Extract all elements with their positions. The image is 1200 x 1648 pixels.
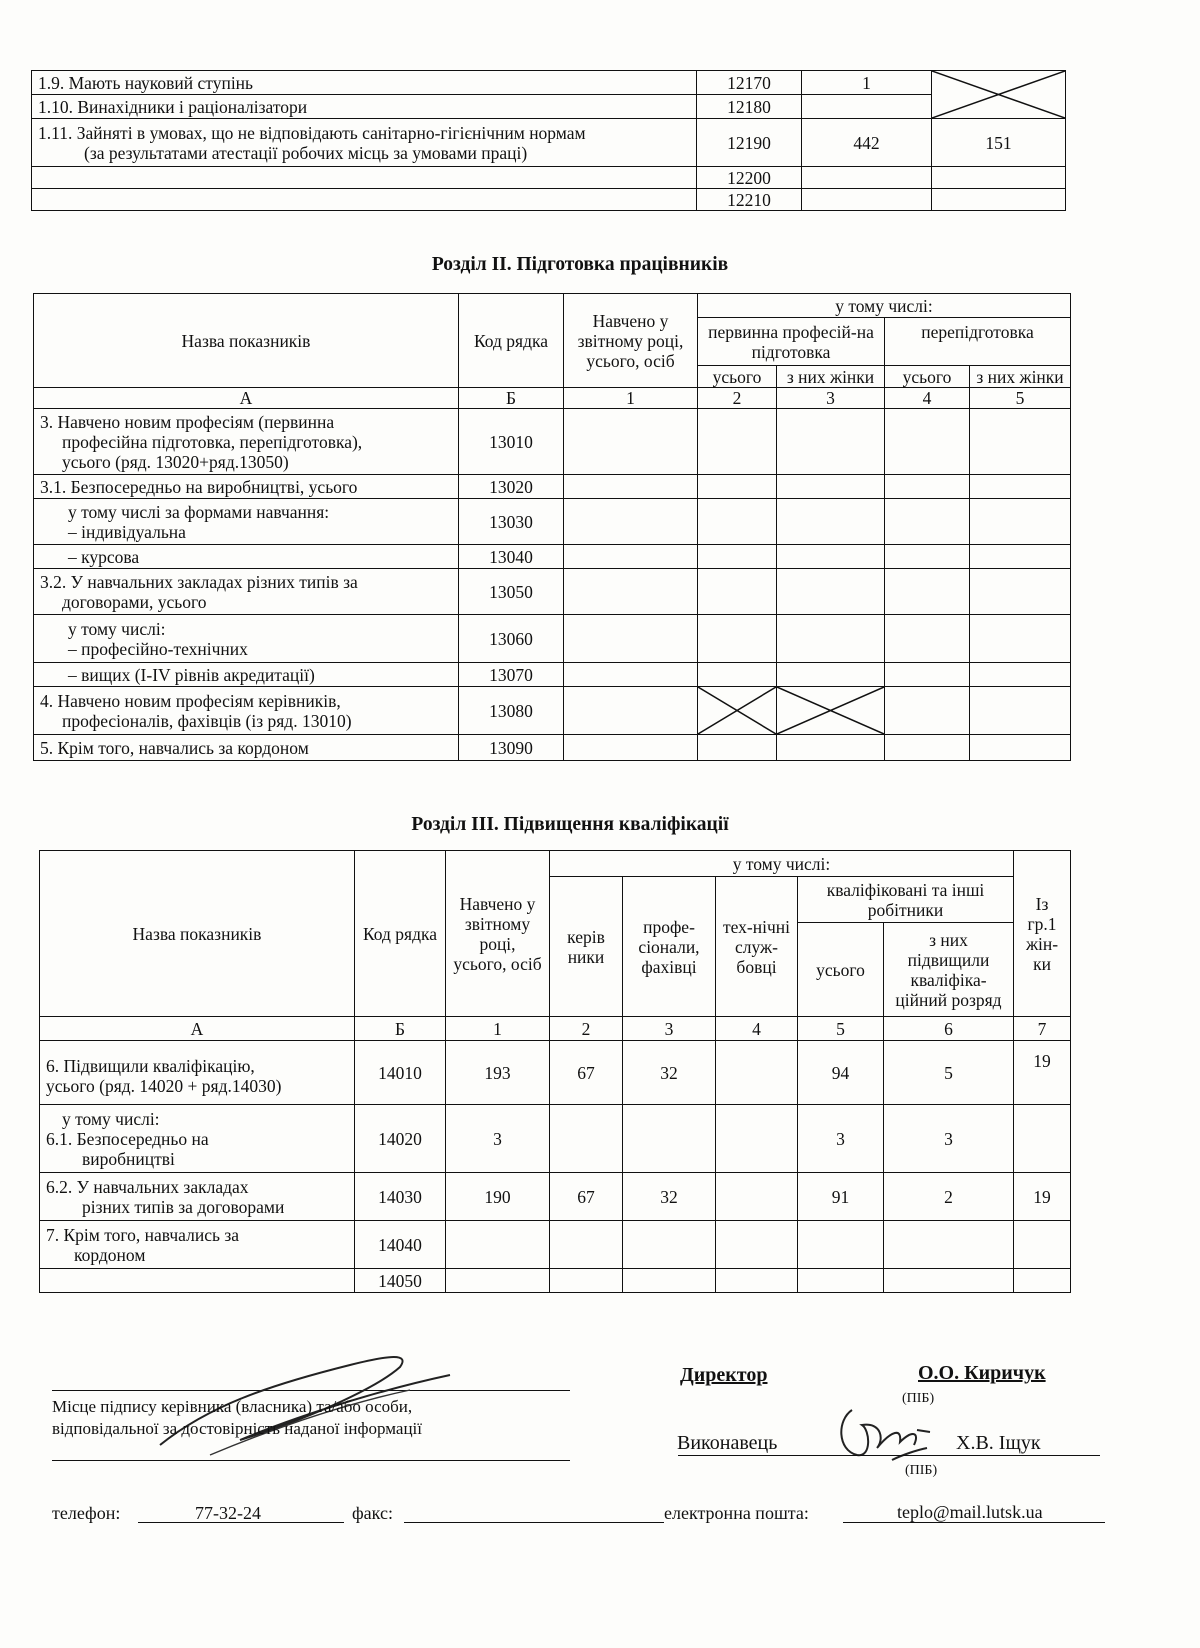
cell-value <box>446 1221 550 1269</box>
table-row <box>32 167 1066 189</box>
section-3-title: Розділ ІІІ. Підвищення кваліфікації <box>411 814 729 835</box>
cell-value <box>550 1269 623 1293</box>
cell-value <box>564 735 698 761</box>
row-label <box>34 409 459 475</box>
cell-value <box>1014 1105 1071 1173</box>
cell-value: 67 <box>550 1041 623 1105</box>
row-label-line: – індивідуальна <box>68 521 186 542</box>
row-code: 13040 <box>459 545 564 569</box>
table-employees-continued <box>31 70 1066 211</box>
col-number: 6 <box>884 1017 1014 1041</box>
cell-value: 190 <box>446 1173 550 1221</box>
cell-value <box>777 569 885 615</box>
cell-value <box>564 475 698 499</box>
row-code: 13070 <box>459 663 564 687</box>
table-row <box>32 95 1066 119</box>
row-label-line: 1.11. Зайняті в умовах, що не відповідають санітарно-гігієнічним нормам <box>38 122 586 143</box>
row-label <box>34 569 459 615</box>
row-code: 12180 <box>697 95 802 119</box>
row-label: 3.1. Безпосередньо на виробництві, усього <box>34 475 459 499</box>
col-number: Б <box>459 388 564 409</box>
row-label <box>34 687 459 735</box>
table-section-2 <box>33 293 1071 761</box>
email-label: електронна пошта: <box>664 1503 809 1523</box>
column-numbers-row <box>34 388 1071 409</box>
cell-value <box>970 735 1071 761</box>
header-managers: керів ники <box>550 877 623 1017</box>
row-code: 14030 <box>355 1173 446 1221</box>
cell-value: 3 <box>798 1105 884 1173</box>
header-retraining: перепідготовка <box>885 318 1071 366</box>
cell-value: 442 <box>802 119 932 167</box>
header-women: з них жінки <box>777 366 885 388</box>
cell-value <box>970 409 1071 475</box>
table-row <box>32 119 1066 167</box>
header-including: у тому числі: <box>698 294 1071 318</box>
cell-value <box>802 189 932 211</box>
cell-value <box>564 687 698 735</box>
row-label <box>34 615 459 663</box>
cell-value <box>698 409 777 475</box>
row-code: 12170 <box>697 71 802 95</box>
table-row <box>34 663 1071 687</box>
col-number: 5 <box>798 1017 884 1041</box>
row-code: 12200 <box>697 167 802 189</box>
cell-value <box>970 615 1071 663</box>
cell-value <box>623 1269 716 1293</box>
cell-value <box>970 499 1071 545</box>
cell-value <box>777 545 885 569</box>
cell-value: 5 <box>884 1041 1014 1105</box>
cell-value <box>716 1269 798 1293</box>
cell-value <box>623 1221 716 1269</box>
col-number: 5 <box>970 388 1071 409</box>
table-row <box>34 545 1071 569</box>
header-primary-training: первинна професій-на підготовка <box>698 318 885 366</box>
crossed-cell <box>698 687 777 735</box>
cell-value <box>884 1269 1014 1293</box>
header-including: у тому числі: <box>550 851 1014 877</box>
table-row <box>34 735 1071 761</box>
col-number: 4 <box>885 388 970 409</box>
cell-value: 67 <box>550 1173 623 1221</box>
table-row <box>34 569 1071 615</box>
director-label: Директор <box>680 1364 768 1386</box>
row-label: 1.9. Мають науковий ступінь <box>32 71 697 95</box>
row-label-line: виробництві <box>82 1148 175 1169</box>
row-label <box>40 1221 355 1269</box>
cell-value <box>970 475 1071 499</box>
cell-value <box>777 615 885 663</box>
cell-value <box>798 1269 884 1293</box>
header-code: Код рядка <box>355 851 446 1017</box>
cell-value <box>932 167 1066 189</box>
col-number: 2 <box>698 388 777 409</box>
cell-value <box>884 1221 1014 1269</box>
cell-value <box>550 1105 623 1173</box>
row-code: 12190 <box>697 119 802 167</box>
cell-value <box>698 735 777 761</box>
signature-line <box>52 1460 570 1461</box>
row-label-line: 6.1. Безпосередньо на <box>46 1128 209 1149</box>
cell-value <box>564 663 698 687</box>
col-number: Б <box>355 1017 446 1041</box>
row-label: 1.10. Винахідники і раціоналізатори <box>32 95 697 119</box>
table-row <box>34 409 1071 475</box>
header-women: Із гр.1 жін-ки <box>1014 851 1071 1017</box>
cell-value <box>716 1105 798 1173</box>
col-number: 1 <box>446 1017 550 1041</box>
row-label-line: 3. Навчено новим професіям (первинна <box>40 411 335 432</box>
cell-value: 19 <box>1014 1173 1071 1221</box>
cell-value <box>698 499 777 545</box>
header-trained: Навчено у звітному році, усього, осіб <box>446 851 550 1017</box>
row-label-line: 6. Підвищили кваліфікацію, <box>46 1055 255 1076</box>
cell-value <box>802 167 932 189</box>
col-number: 4 <box>716 1017 798 1041</box>
row-label-line: 3.2. У навчальних закладах різних типів за <box>40 571 358 592</box>
cell-value <box>1014 1221 1071 1269</box>
cell-value <box>970 569 1071 615</box>
crossed-cell <box>932 71 1066 119</box>
header-code: Код рядка <box>459 294 564 388</box>
sign-place-line: Місце підпису керівника (власника) та/або особи, <box>52 1397 413 1416</box>
row-label <box>40 1269 355 1293</box>
section-2-title: Розділ ІІ. Підготовка працівників <box>431 254 729 275</box>
cell-value <box>564 545 698 569</box>
row-label-line: у тому числі: <box>62 1108 160 1129</box>
row-label-line: у тому числі: <box>68 618 166 639</box>
row-code: 14010 <box>355 1041 446 1105</box>
cell-value <box>777 499 885 545</box>
header-professionals: профе-сіонали, фахівці <box>623 877 716 1017</box>
cell-value <box>698 569 777 615</box>
table-row <box>40 1105 1071 1173</box>
cell-value <box>970 545 1071 569</box>
cell-value <box>970 663 1071 687</box>
row-code: 13090 <box>459 735 564 761</box>
table-row <box>40 1269 1071 1293</box>
pib-caption: (ПІБ) <box>902 1391 935 1406</box>
cell-value <box>885 735 970 761</box>
col-number: 3 <box>623 1017 716 1041</box>
cell-value <box>698 615 777 663</box>
table-row <box>40 1041 1071 1105</box>
row-label: – вищих (І-IV рівнів акредитації) <box>34 663 459 687</box>
header-raised-rank: з них підвищили кваліфіка-ційний розряд <box>884 923 1014 1017</box>
cell-value: 3 <box>446 1105 550 1173</box>
cell-value <box>885 409 970 475</box>
cell-value <box>564 569 698 615</box>
row-label <box>32 167 697 189</box>
col-number: 3 <box>777 388 885 409</box>
row-code: 14020 <box>355 1105 446 1173</box>
table-row <box>40 1173 1071 1221</box>
sign-place-line: відповідальної за достовірність наданої інформації <box>52 1419 422 1438</box>
row-code: 14050 <box>355 1269 446 1293</box>
cell-value <box>885 545 970 569</box>
cell-value: 32 <box>623 1173 716 1221</box>
cell-value <box>698 545 777 569</box>
cell-value: 91 <box>798 1173 884 1221</box>
cell-value <box>802 95 932 119</box>
cell-value <box>885 615 970 663</box>
cell-value <box>698 663 777 687</box>
table-section-3 <box>39 850 1071 1293</box>
email-value: teplo@mail.lutsk.ua <box>897 1502 1043 1522</box>
header-name: Назва показників <box>34 294 459 388</box>
cell-value <box>564 615 698 663</box>
fax-label: факс: <box>352 1503 393 1523</box>
row-label-line: професійна підготовка, перепідготовка), <box>62 431 363 452</box>
crossed-cell <box>777 687 885 735</box>
executor-label: Виконавець <box>677 1432 778 1454</box>
cell-value <box>716 1173 798 1221</box>
sign-place-caption <box>52 1396 422 1440</box>
header-technical: тех-нічні служ-бовці <box>716 877 798 1017</box>
row-label <box>40 1041 355 1105</box>
row-label-line: кордоном <box>74 1244 146 1265</box>
header-trained: Навчено у звітному році, усього, осіб <box>564 294 698 388</box>
cell-value <box>1014 1269 1071 1293</box>
cell-value <box>885 569 970 615</box>
cell-value: 32 <box>623 1041 716 1105</box>
row-label <box>34 499 459 545</box>
cell-value <box>777 735 885 761</box>
cell-value <box>885 499 970 545</box>
row-code: 14040 <box>355 1221 446 1269</box>
cell-value <box>885 687 970 735</box>
row-label: 5. Крім того, навчались за кордоном <box>34 735 459 761</box>
row-label: – курсова <box>34 545 459 569</box>
header-women: з них жінки <box>970 366 1071 388</box>
row-code: 13080 <box>459 687 564 735</box>
cell-value <box>716 1041 798 1105</box>
col-number: 7 <box>1014 1017 1071 1041</box>
cell-value <box>564 409 698 475</box>
signature-line <box>678 1455 1100 1456</box>
header-name: Назва показників <box>40 851 355 1017</box>
executor-name: Х.В. Іщук <box>956 1432 1041 1454</box>
table-row <box>34 475 1071 499</box>
row-label-line: усього (ряд. 13020+ряд.13050) <box>62 451 289 472</box>
row-label-line: у тому числі за формами навчання: <box>68 501 330 522</box>
row-label-line: договорами, усього <box>62 591 207 612</box>
cell-value <box>777 409 885 475</box>
cell-value <box>623 1105 716 1173</box>
header-total: усього <box>698 366 777 388</box>
fax-line <box>404 1522 664 1523</box>
cell-value: 19 <box>1014 1041 1071 1105</box>
col-number: 2 <box>550 1017 623 1041</box>
table-row <box>40 1221 1071 1269</box>
row-label-line: професіоналів, фахівців (із ряд. 13010) <box>62 710 352 731</box>
header-workers: кваліфіковані та інші робітники <box>798 877 1014 923</box>
column-numbers-row <box>40 1017 1071 1041</box>
cell-value <box>932 189 1066 211</box>
col-number: А <box>34 388 459 409</box>
header-total: усього <box>798 923 884 1017</box>
row-label <box>40 1105 355 1173</box>
cell-value <box>564 499 698 545</box>
row-label-line: (за результатами атестації робочих місць за умовами праці) <box>84 142 528 163</box>
row-code: 13050 <box>459 569 564 615</box>
row-label-line: 4. Навчено новим професіям керівників, <box>40 690 341 711</box>
cell-value: 2 <box>884 1173 1014 1221</box>
cell-value: 193 <box>446 1041 550 1105</box>
table-row <box>34 687 1071 735</box>
col-number: А <box>40 1017 355 1041</box>
table-row <box>32 189 1066 211</box>
row-code: 13010 <box>459 409 564 475</box>
cell-value <box>777 475 885 499</box>
cell-value <box>885 475 970 499</box>
director-name: О.О. Киричук <box>918 1362 1046 1384</box>
cell-value <box>446 1269 550 1293</box>
cell-value: 3 <box>884 1105 1014 1173</box>
phone-value: 77-32-24 <box>195 1503 261 1523</box>
cell-value <box>970 687 1071 735</box>
row-label-line: 7. Крім того, навчались за <box>46 1224 239 1245</box>
cell-value <box>798 1221 884 1269</box>
row-label-line: різних типів за договорами <box>82 1196 285 1217</box>
header-total: усього <box>885 366 970 388</box>
cell-value <box>550 1221 623 1269</box>
row-label <box>32 119 697 167</box>
row-label-line: 6.2. У навчальних закладах <box>46 1176 249 1197</box>
row-label-line: усього (ряд. 14020 + ряд.14030) <box>46 1075 282 1096</box>
cell-value <box>885 663 970 687</box>
row-code: 13020 <box>459 475 564 499</box>
row-label <box>40 1173 355 1221</box>
col-number: 1 <box>564 388 698 409</box>
table-row <box>32 71 1066 95</box>
phone-label: телефон: <box>52 1503 121 1523</box>
row-code: 12210 <box>697 189 802 211</box>
row-code: 13060 <box>459 615 564 663</box>
cell-value: 151 <box>932 119 1066 167</box>
cell-value: 94 <box>798 1041 884 1105</box>
cell-value: 1 <box>802 71 932 95</box>
cell-value <box>698 475 777 499</box>
row-code: 13030 <box>459 499 564 545</box>
pib-caption: (ПІБ) <box>905 1463 938 1478</box>
row-label-line: – професійно-технічних <box>68 638 248 659</box>
table-row <box>34 615 1071 663</box>
table-row <box>34 499 1071 545</box>
cell-value <box>777 663 885 687</box>
row-label <box>32 189 697 211</box>
cell-value <box>716 1221 798 1269</box>
